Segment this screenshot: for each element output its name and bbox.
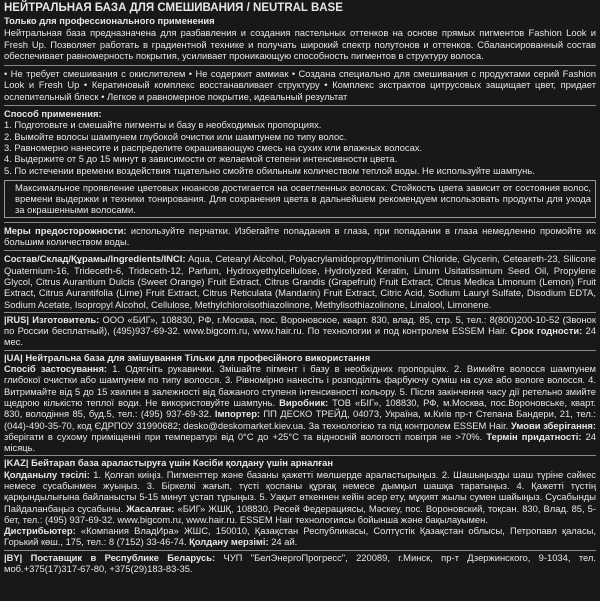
notice-box: Максимальное проявление цветовых нюансов достигается на осветленных волосах. Стойкость цвета зависит от состояния волос, времени выдержки и техники тонирования. Для сохранения цвета в дальнейшем рекомендуем использовать продукты для ухода за окрашенными волосами. <box>4 180 596 218</box>
ua-shelf-label: Термін придатності: <box>482 430 582 442</box>
by-heading: |BY| Поставщик в Республике Беларусь: <box>4 551 216 563</box>
ua-storage-text: зберігати в сухому приміщенні при температурі від 0°C до +25°C та відносній вологості повітря не >70%. <box>4 430 483 442</box>
usage-steps <box>4 119 596 175</box>
divider <box>4 105 596 106</box>
kaz-maker-label: Жасалған: <box>123 502 175 514</box>
ua-storage-label: Умови зберігання: <box>508 419 596 431</box>
region-kaz <box>4 455 596 547</box>
kaz-shelf-label: Қолдану мерзімі: <box>186 536 269 548</box>
region-by <box>4 550 596 575</box>
region-ua <box>4 350 596 454</box>
ua-importer-label: Імпортер: <box>211 408 261 420</box>
divider <box>4 222 596 223</box>
kaz-heading: |KAZ| Бейтарап база араластыруға үшін Кәсіби қолдану үшін арналған <box>4 457 334 469</box>
divider <box>4 250 596 251</box>
page-title: НЕЙТРАЛЬНАЯ БАЗА ДЛЯ СМЕШИВАНИЯ / NEUTRAL BASE <box>4 2 343 14</box>
ua-usage-text: 1. Одягніть рукавички. Змішайте пігмент і базу в необхідних пропорціях. 2. Вимийте волосся шампунем глибокої очистки або шампунем по типу волосся. 3. Рівномірно нанесіть і розподіліть фарбуючу суміш на сухе або вологе волосся. 4. Витримайте від 5 до 15 хвилин в залежності від бажаного ступеня інтенсивності кольору. 5. Після закінчення часу дії ретельно змийте щедрою кількістю теплої води. Не використовуйте шампунь. <box>4 363 596 408</box>
rus-maker-text: ООО «БИГ», 108830, РФ, г.Москва, пос. Вороновское, кварт. 830, влад. 85, стр. 5, тел.: 8(800)200-10-52 (Звонок по России бесплатный), (495)937-69-32. www.bigcom.ru, www.hair.ru. По технологии и под контролем ESSEM Hair. <box>4 313 596 337</box>
kaz-usage-text: 1. Қолғап киіңіз. Пигменттер және базаны қажетті мөлшерде араластырыңыз. 2. Шашыңызды шаш түріне сәйкес немесе сусабынмен жуыңыз. 3. Біркелкі жағып, түсті қоспаны құрғақ немесе дымқыл шашқа таратыңыз. 4. Қажетті түстің қарқындылығына байланысты 5-15 минут ұстап тұрыңыз. 5. Уақыт өткеннен кейін әсер ету, мұқият жылы сумен шайыңыз. Сусабынды Пайдаланбаңыз сусабыны. <box>4 468 596 514</box>
kaz-distributor-label: Дистрибьютер: <box>4 525 76 537</box>
usage-step: 2. Вымойте волосы шампунем глубокой очистки или шампунем по типу волос. <box>4 130 347 142</box>
ua-maker-text: ТОВ «БІГ», 108830, РФ, м.Москва, пос.Вороновське, кварт. 830, володіння 85, буд.5, тел.: (495) 937-69-32. <box>4 396 596 420</box>
usage-step: 3. Равномерно нанесите и распределите окрашивающую смесь на сухих или влажных волосах. <box>4 141 423 153</box>
usage-step: 1. Подготовьте и смешайте пигменты и базу в необходимых пропорциях. <box>4 119 322 131</box>
ua-shelf-text: 24 місяць. <box>4 430 596 454</box>
kaz-shelf-text: 24 ай. <box>268 536 298 548</box>
usage-heading: Способ применения: <box>4 108 102 120</box>
rus-shelf-label: Срок годности: <box>507 325 583 337</box>
usage-step: 4. Выдержите от 5 до 15 минут в зависимости от желаемой степени интенсивности цвета. <box>4 153 398 165</box>
rus-tag: |RUS| <box>4 313 30 325</box>
precautions <box>4 225 596 248</box>
intro-text: Нейтральная база предназначена для разбавления и создания пастельных оттенков на основе прямых пигментов Fashion Look и Fresh Up. Позволяет работать в градиентной технике и получать широкий спектр полутонов и оттенков. Сбалансированный состав обеспечивает равномерность покрытия, усиливает проникающую способность пигментов в структуру волоса. <box>4 27 596 61</box>
precautions-label: Меры предосторожности: <box>4 224 127 236</box>
kaz-maker-text: «БИГ» ЖШҚ, 108830, Ресей Федерациясы, Мәскеу, пос. Вороновский, тоқсан. 830, Влад. 85, 5-бет, тел.: (495) 937-69-32. www.bigcom.ru, www.hair.ru. ESSEM Hair технологиясы бойынша және бақылауымен. <box>4 502 596 525</box>
region-rus <box>4 312 596 348</box>
ua-maker-label: Виробник: <box>275 396 329 408</box>
usage-step: 5. По истечении времени воздействия тщательно смойте обильным количеством теплой воды. Не используйте шампунь. <box>4 164 535 176</box>
composition-text: Aqua, Cetearyl Alcohol, Polyacrylamidopropyltrimonium Chloride, Glycerin, Ceteareth-23, Silicone Quaternium-16, Trideceth-6, Trideceth-12, Parfum, Hydroxyethylcellulose, Hydrolyzed Keratin, Linum Usitatissimum Seed Oil, Propylene Glycol, Citrus Aurantium Dulcis (Sweet Orange) Fruit Extract, Citrus Grandis (Grapefruit) Fruit Extract, Citrus Medica Limonum (Lemon) Fruit Extract, Citrus Aurantifolia (Lime) Fruit Extract, Citrus Reticulata (Mandarin) Fruit Extract, Citric Acid, Sodium Lauryl Sulfate, Disodium EDTA, Sodium Acetate, Isopropyl Alcohol, Cellulose, Methylchloroisothiazolinone, Methylisothiazolinone, Linalool, Limonene. <box>4 253 596 310</box>
kaz-distributor-text: «Компания ВладИра» ЖШС, 150010, Қазақстан Республикасы, Солтүстік Қазақстан облысы, Петропавл қаласы, Горький көш., 175, тел.: 8 (7152) 33-46-74. <box>4 525 596 548</box>
ua-importer-text: ПП ДЕСКО ТРЕЙД, 04073, Україна, м.Київ пр-т Степана Бандери, 21, тел.: (044)-490-35-70, код ЄДРПОУ 31990682; desko@deskomarket.kiev.ua. За технологією та під контролем ESSEM Hair. <box>4 408 596 431</box>
composition-label: Состав/Склад/Құрамы/Ingredients/INCI: <box>4 253 186 265</box>
feature-bullets: • Не требует смешивания с окислителем • Не содержит аммиак • Создана специально для смешивания с продуктами серий Fashion Look и Fresh Up • Кератиновый комплекс восстанавливает структуру • Комплекс экстрактов цитрусовых защищает цвет, придает ослепительный блеск • Легкое и равномерное покрытие, идеальный результат <box>4 65 596 102</box>
ua-heading: |UA| Нейтральна база для змішування Тільки для професійного використання <box>4 351 371 363</box>
kaz-usage-label: Қолданылу тәсілі: <box>4 468 90 480</box>
precautions-text: используйте перчатки. Избегайте попадания в глаза, при попадании в глаза немедленно промойте их большим количеством воды. <box>4 224 596 248</box>
rus-maker-label: Изготовитель: <box>29 313 100 325</box>
by-text: ЧУП "БелЭнергоПрогресс", 220089, г.Минск, пр-т Дзержинского, 9-1034, тел. моб.+375(17)317-67-80, +375(29)183-83-35. <box>4 551 596 575</box>
rus-shelf-text: 24 мес. <box>4 325 596 348</box>
page-subtitle: Только для профессионального применения <box>4 15 215 26</box>
ua-usage-label: Спосіб застосування: <box>4 363 108 375</box>
composition <box>4 253 596 309</box>
